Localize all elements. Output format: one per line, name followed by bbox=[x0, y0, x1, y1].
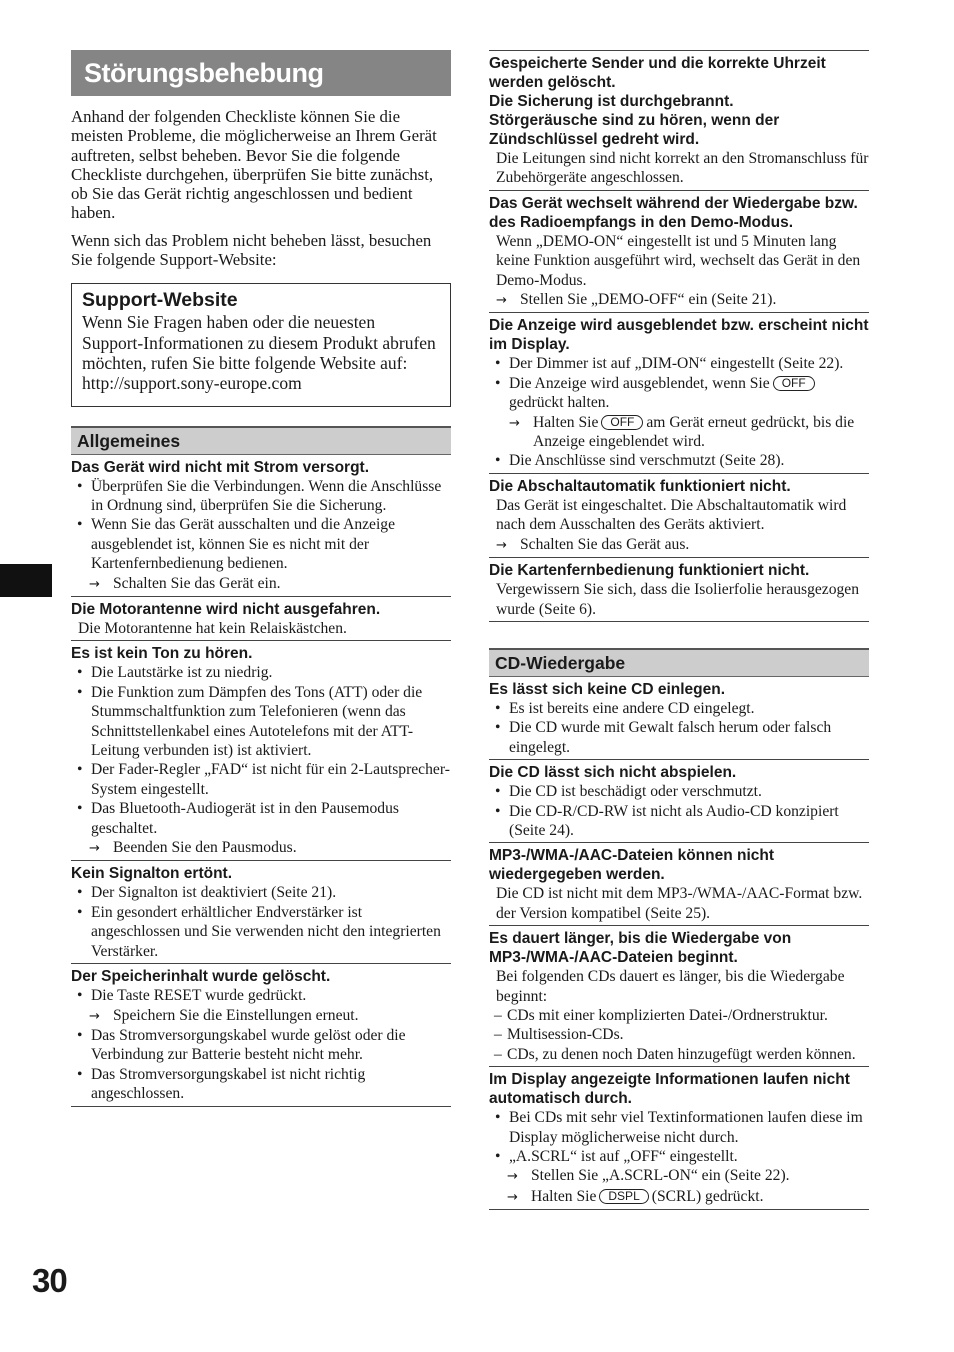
problem-title: Die Kartenfernbedienung funktioniert nicht. bbox=[489, 562, 810, 580]
problem-item bbox=[489, 677, 869, 760]
support-title: Support-Website bbox=[82, 289, 238, 312]
problem-item bbox=[489, 50, 869, 191]
problem-text: Die Leitungen sind nicht korrekt an den Stromanschluss für Zubehörgeräte angeschlossen. bbox=[496, 150, 869, 187]
problem-title: Es dauert länger, bis die Wiedergabe von MP3-/WMA-/AAC-Dateien beginnt. bbox=[489, 930, 792, 967]
problem-text: Bei folgenden CDs dauert es länger, bis die Wiedergabe beginnt: bbox=[496, 968, 845, 1005]
problem-item bbox=[71, 455, 451, 597]
problem-item bbox=[71, 964, 451, 1106]
intro-paragraph: Anhand der folgenden Checkliste können Sie die meisten Probleme, die möglicherweise an Ihrem Gerät auftreten, selbst beheben. Bevor Sie die folgende Checkliste durchgehen, überprüfen Sie bitte zunächst, ob Sie das Gerät richtig angeschlossen und bedient haben. bbox=[71, 107, 437, 223]
problem-title: Die CD lässt sich nicht abspielen. bbox=[489, 764, 737, 782]
bullet-item: • Die Anzeige wird ausgeblendet, wenn Sie OFFgedrückt halten. bbox=[493, 374, 869, 413]
problem-item bbox=[489, 760, 869, 843]
bullet-item: • Wenn Sie das Gerät ausschalten und die Anzeige ausgeblendet ist, können Sie es nicht mit der Kartenfernbedienung bedienen. bbox=[75, 515, 451, 573]
problem-title: Das Gerät wechselt während der Wiedergabe bzw. des Radioempfangs in den Demo-Modus. bbox=[489, 194, 858, 231]
bullet-item: • Das Stromversorgungskabel wurde gelöst oder die Verbindung zur Batterie besteht nicht mehr. bbox=[75, 1026, 451, 1065]
problem-item bbox=[71, 861, 451, 964]
bullet-item: • Die CD ist beschädigt oder verschmutzt. bbox=[493, 782, 869, 801]
action-item: → Speichern Sie die Einstellungen erneut. bbox=[71, 1006, 451, 1026]
problem-title: Im Display angezeigte Informationen laufen nicht automatisch durch. bbox=[489, 1071, 850, 1108]
bullet-item: • Bei CDs mit sehr viel Textinformationen laufen diese im Display möglicherweise nicht durch. bbox=[493, 1108, 869, 1147]
dash-item: – CDs mit einer komplizierten Datei-/Ordnerstruktur. bbox=[493, 1006, 869, 1025]
problem-item bbox=[489, 1067, 869, 1210]
problem-title: Es lässt sich keine CD einlegen. bbox=[489, 680, 726, 698]
problem-item bbox=[489, 191, 869, 314]
problem-title: Die Sicherung ist durchgebrannt. bbox=[489, 93, 734, 110]
problem-text: Das Gerät ist eingeschaltet. Die Abschaltautomatik wird nach dem Ausschalten des Geräts aktiviert. bbox=[496, 496, 847, 534]
off-key-icon: OFF bbox=[601, 415, 643, 430]
problem-title: Die Abschaltautomatik funktioniert nicht. bbox=[489, 477, 791, 495]
arrow-icon: → bbox=[89, 576, 100, 592]
action-item: → Halten Sie DSPL (SCRL) gedrückt. bbox=[489, 1187, 869, 1207]
problem-title: Der Speicherinhalt wurde gelöscht. bbox=[71, 968, 331, 986]
intro-paragraph-2: Wenn sich das Problem nicht beheben lässt, besuchen Sie folgende Support-Website: bbox=[71, 230, 432, 270]
action-item: → Schalten Sie das Gerät ein. bbox=[71, 574, 451, 594]
bullet-item: • „A.SCRL“ ist auf „OFF“ eingestellt. bbox=[493, 1147, 869, 1166]
arrow-icon: → bbox=[509, 415, 520, 431]
problem-title: Kein Signalton ertönt. bbox=[71, 865, 233, 883]
problem-item bbox=[489, 313, 869, 473]
arrow-icon: → bbox=[496, 537, 507, 553]
problem-item bbox=[489, 474, 869, 558]
bullet-item: • Die Lautstärke ist zu niedrig. bbox=[75, 663, 451, 682]
right-column bbox=[489, 50, 869, 1210]
bullet-item: • Die Funktion zum Dämpfen des Tons (ATT) oder die Stummschaltfunktion zum Telefonieren (wenn das Schnittstellenkabel eines Autotelefons mit der ATT-Leitung verbunden ist) ist aktiviert. bbox=[75, 683, 451, 761]
problem-text: Die CD ist nicht mit dem MP3-/WMA-/AAC-Format bzw. der Version kompatibel (Seite 25). bbox=[496, 885, 863, 922]
off-key-icon: OFF bbox=[773, 376, 815, 391]
bullet-item: • Der Fader-Regler „FAD“ ist nicht für ein 2-Lautsprecher-System eingestellt. bbox=[75, 760, 451, 799]
chapter-tab-marker bbox=[0, 564, 52, 597]
page-number: 30 bbox=[32, 1262, 67, 1299]
problem-item bbox=[489, 558, 869, 622]
arrow-icon: → bbox=[89, 1008, 100, 1024]
problem-item bbox=[489, 843, 869, 926]
problem-title: Es ist kein Ton zu hören. bbox=[71, 645, 253, 663]
bullet-item: • Der Dimmer ist auf „DIM-ON“ eingestellt (Seite 22). bbox=[493, 354, 869, 373]
arrow-icon: → bbox=[89, 841, 100, 857]
bullet-item: • Das Stromversorgungskabel ist nicht richtig angeschlossen. bbox=[75, 1065, 451, 1104]
problem-item bbox=[71, 597, 451, 641]
support-box bbox=[71, 283, 451, 406]
dash-item: – Multisession-CDs. bbox=[493, 1025, 869, 1044]
problem-title: Gespeicherte Sender und die korrekte Uhrzeit werden gelöscht. bbox=[489, 55, 826, 91]
problem-title: Störgeräusche sind zu hören, wenn der Zündschlüssel gedreht wird. bbox=[489, 112, 780, 148]
action-item: → Stellen Sie „DEMO-OFF“ ein (Seite 21). bbox=[489, 290, 869, 310]
problem-title: MP3-/WMA-/AAC-Dateien können nicht wiedergegeben werden. bbox=[489, 847, 775, 884]
bullet-item: • Der Signalton ist deaktiviert (Seite 21). bbox=[75, 883, 451, 902]
action-item: → Stellen Sie „A.SCRL-ON“ ein (Seite 22). bbox=[489, 1166, 869, 1186]
arrow-icon: → bbox=[507, 1189, 518, 1205]
action-item: → Beenden Sie den Pausmodus. bbox=[71, 838, 451, 858]
section-heading-allgemeines: Allgemeines bbox=[71, 426, 451, 455]
bullet-item: • Ein gesondert erhältlicher Endverstärker ist angeschlossen und Sie verwenden nicht den integrierten Verstärker. bbox=[75, 903, 451, 961]
page-title: Störungsbehebung bbox=[71, 50, 451, 96]
bullet-item: • Die CD wurde mit Gewalt falsch herum oder falsch eingelegt. bbox=[493, 718, 869, 757]
bullet-item: • Die CD-R/CD-RW ist nicht als Audio-CD konzipiert (Seite 24). bbox=[493, 802, 869, 841]
problem-item bbox=[489, 926, 869, 1067]
bullet-item: • Die Anschlüsse sind verschmutzt (Seite 28). bbox=[493, 451, 869, 470]
problem-text: Wenn „DEMO-ON“ eingestellt ist und 5 Minuten lang keine Funktion ausgeführt wird, wechselt das Gerät in den Demo-Modus. bbox=[496, 232, 861, 289]
action-item: → Schalten Sie das Gerät aus. bbox=[489, 535, 869, 555]
support-url: http://support.sony-europe.com bbox=[82, 373, 302, 394]
bullet-item: • Die Taste RESET wurde gedrückt. bbox=[75, 986, 451, 1005]
problem-title: Die Anzeige wird ausgeblendet bzw. erscheint nicht im Display. bbox=[489, 317, 869, 354]
left-column bbox=[71, 50, 451, 1107]
bullet-item: • Überprüfen Sie die Verbindungen. Wenn die Anschlüsse in Ordnung sind, überprüfen Sie die Sicherung. bbox=[75, 477, 451, 516]
problem-text: Die Motorantenne hat kein Relaiskästchen. bbox=[78, 620, 347, 637]
arrow-icon: → bbox=[496, 293, 507, 309]
support-text: Wenn Sie Fragen haben oder die neuesten Support-Informationen zu diesem Produkt abrufen möchten, rufen Sie bitte folgende Website auf: bbox=[82, 312, 436, 373]
problem-title: Das Gerät wird nicht mit Strom versorgt. bbox=[71, 458, 370, 476]
arrow-icon: → bbox=[507, 1169, 518, 1185]
dash-item: – CDs, zu denen noch Daten hinzugefügt werden können. bbox=[493, 1045, 869, 1064]
problem-item bbox=[71, 641, 451, 861]
problem-title: Die Motorantenne wird nicht ausgefahren. bbox=[71, 601, 381, 618]
action-item: → Halten Sie OFF am Gerät erneut gedrückt, bis die Anzeige eingeblendet wird. bbox=[509, 413, 855, 451]
section-heading-cd: CD-Wiedergabe bbox=[489, 648, 869, 677]
bullet-item: • Das Bluetooth-Audiogerät ist in den Pausemodus geschaltet. bbox=[75, 799, 451, 838]
dspl-key-icon: DSPL bbox=[599, 1189, 648, 1204]
bullet-item: • Es ist bereits eine andere CD eingelegt. bbox=[493, 699, 869, 718]
problem-text: Vergewissern Sie sich, dass die Isolierfolie herausgezogen wurde (Seite 6). bbox=[496, 581, 860, 618]
